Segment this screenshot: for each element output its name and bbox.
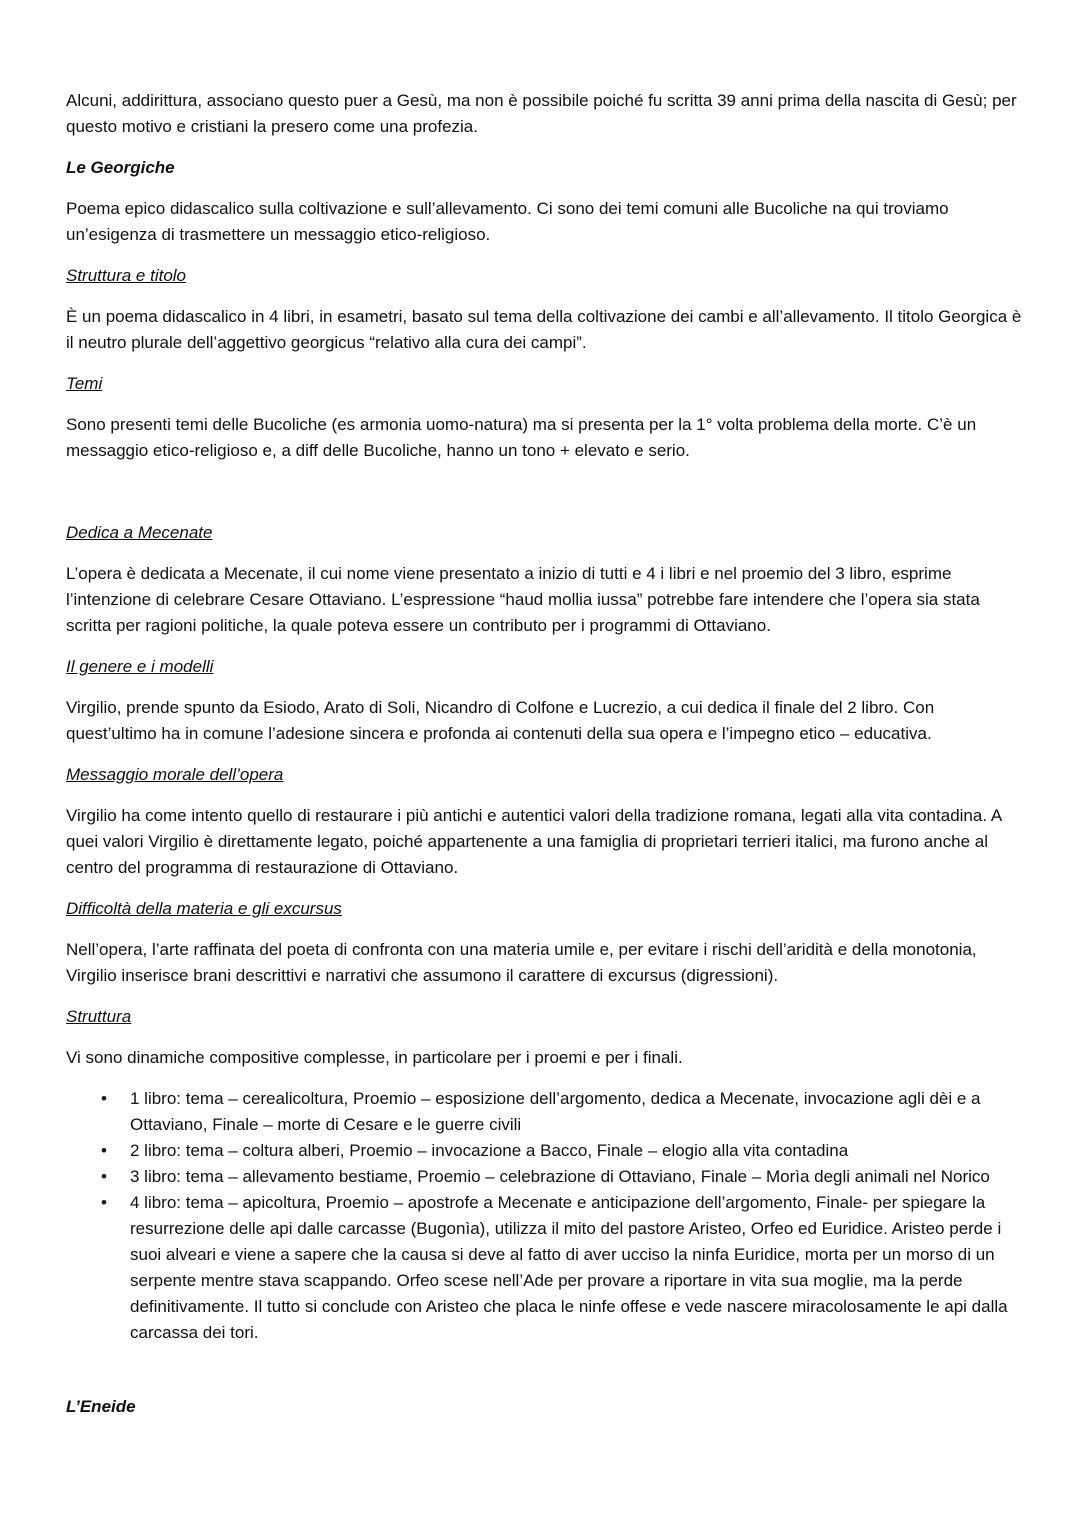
eneide-title: L’Eneide [66,1397,136,1416]
struttura-titolo-heading-text: Struttura e titolo [66,266,187,285]
bullet-icon: • [101,1089,107,1108]
dedica-heading [66,520,1026,546]
struttura-heading-text: Struttura [66,1007,132,1026]
libri-list [66,1086,1026,1346]
list-item [66,1164,1026,1190]
list-item-text: 3 libro: tema – allevamento bestiame, Proemio – celebrazione di Ottaviano, Finale – Morìa degli animali nel Norico [130,1167,990,1186]
genere-paragraph: Virgilio, prende spunto da Esiodo, Arato di Soli, Nicandro di Colfone e Lucrezio, a cui dedica il finale del 2 libro. Con quest’ultimo ha in comune l’adesione sincera e profonda ai contenuti della sua opera e l’impegno etico – educativa. [66,698,935,743]
dedica-paragraph: L’opera è dedicata a Mecenate, il cui nome viene presentato a inizio di tutti e 4 i libri e nel proemio del 3 libro, esprime l’intenzione di celebrare Cesare Ottaviano. L’espressione “haud mollia iussa” potrebbe fare intendere che l’opera sia stata scritta per ragioni politiche, la quale poteva essere un contributo per i programmi di Ottaviano. [66,564,980,635]
georgiche-paragraph: Poema epico didascalico sulla coltivazione e sull’allevamento. Ci sono dei temi comuni alle Bucoliche na qui troviamo un’esigenza di trasmettere un messaggio etico-religioso. [66,199,949,244]
messaggio-heading-text: Messaggio morale dell’opera [66,765,284,784]
struttura-paragraph: Vi sono dinamiche compositive complesse, in particolare per i proemi e per i finali. [66,1048,683,1067]
list-item-text: 4 libro: tema – apicoltura, Proemio – apostrofe a Mecenate e anticipazione dell’argomento, Finale- per spiegare la resurrezione delle api dalle carcasse (Bugonìa), utilizza il mito del pastore Aristeo, Orfeo ed Euridice. Aristeo perde i suoi alveari e viene a sapere che la causa si deve al fatto di aver ucciso la ninfa Euridice, morta per un morso di un serpente mentre stava scappando. Orfeo scese nell’Ade per provare a riportare in vita sua moglie, ma la perde definitivamente. Il tutto si conclude con Aristeo che placa le ninfe offese e vede nascere miracolosamente le api dalla carcassa dei tori. [130,1193,1008,1342]
dedica-heading-text: Dedica a Mecenate [66,523,213,542]
bullet-icon: • [101,1167,107,1186]
list-item-text: 1 libro: tema – cerealicoltura, Proemio – esposizione dell’argomento, dedica a Mecenate, invocazione agli dèi e a Ottaviano, Finale – morte di Cesare e le guerre civili [130,1089,981,1134]
messaggio-heading [66,762,1026,788]
bullet-icon: • [101,1193,107,1212]
difficolta-heading [66,896,1026,922]
difficolta-heading-text: Difficoltà della materia e gli excursus [66,899,342,918]
list-item-text: 2 libro: tema – coltura alberi, Proemio – invocazione a Bacco, Finale – elogio alla vita contadina [130,1141,849,1160]
struttura-heading [66,1004,1026,1030]
georgiche-title: Le Georgiche [66,158,175,177]
temi-heading [66,371,1026,397]
struttura-titolo-paragraph: È un poema didascalico in 4 libri, in esametri, basato sul tema della coltivazione dei cambi e all’allevamento. Il titolo Georgica è il neutro plurale dell’aggettivo georgicus “relativo alla cura dei campi”. [66,307,1022,352]
genere-heading-text: Il genere e i modelli [66,657,214,676]
list-item [66,1190,1026,1346]
genere-heading [66,654,1026,680]
temi-heading-text: Temi [66,374,103,393]
intro-paragraph: Alcuni, addirittura, associano questo puer a Gesù, ma non è possibile poiché fu scritta 39 anni prima della nascita di Gesù; per questo motivo e cristiani la presero come una profezia. [66,91,1017,136]
difficolta-paragraph: Nell’opera, l’arte raffinata del poeta di confronta con una materia umile e, per evitare i rischi dell’aridità e della monotonia, Virgilio inserisce brani descrittivi e narrativi che assumono il carattere di excursus (digressioni). [66,940,977,985]
list-item [66,1138,1026,1164]
list-item [66,1086,1026,1138]
temi-paragraph: Sono presenti temi delle Bucoliche (es armonia uomo-natura) ma si presenta per la 1° volta problema della morte. C’è un messaggio etico-religioso e, a diff delle Bucoliche, hanno un tono + elevato e serio. [66,415,977,460]
bullet-icon: • [101,1141,107,1160]
messaggio-paragraph: Virgilio ha come intento quello di restaurare i più antichi e autentici valori della tradizione romana, legati alla vita contadina. A quei valori Virgilio è direttamente legato, poiché appartenente a una famiglia di proprietari terrieri italici, ma furono anche al centro del programma di restaurazione di Ottaviano. [66,806,1002,877]
struttura-titolo-heading [66,263,1026,289]
